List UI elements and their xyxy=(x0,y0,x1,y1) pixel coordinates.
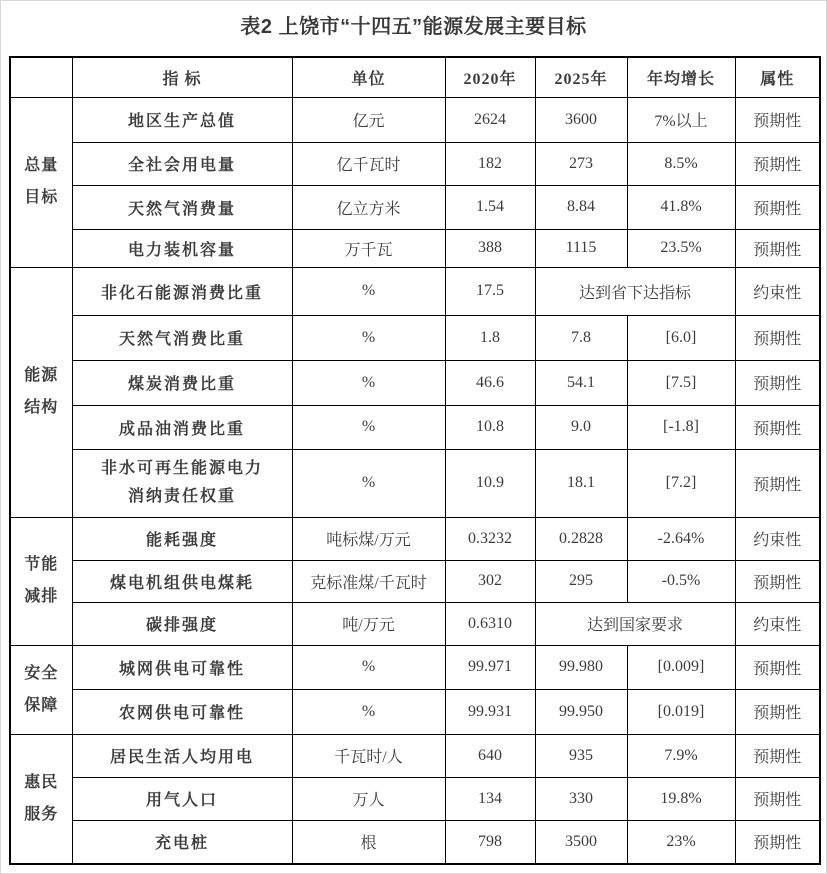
unit-cell: % xyxy=(292,267,445,315)
row-group-label: 目标 xyxy=(24,189,59,206)
table-row xyxy=(10,449,820,517)
value-2020-cell: 1.8 xyxy=(445,315,535,360)
indicator-line: 非水可再生能源电力 xyxy=(100,460,263,477)
row-group-cell xyxy=(10,645,72,734)
indicator-cell: 农网供电可靠性 xyxy=(72,689,292,734)
attribute-cell: 预期性 xyxy=(735,449,820,517)
table-row xyxy=(10,267,820,315)
growth-cell: 8.5% xyxy=(627,142,735,185)
indicator-cell: 城网供电可靠性 xyxy=(72,645,292,689)
value-2025-cell: 99.980 xyxy=(535,645,627,689)
value-2025-cell: 18.1 xyxy=(535,449,627,517)
unit-cell: 吨/万元 xyxy=(292,602,445,645)
growth-cell: 41.8% xyxy=(627,185,735,229)
row-group-label: 能源 xyxy=(24,367,59,384)
value-2025-cell: 9.0 xyxy=(535,405,627,449)
value-2020-cell: 640 xyxy=(445,734,535,777)
table-title: 表2 上饶市“十四五”能源发展主要目标 xyxy=(240,16,587,38)
value-2020-cell: 0.3232 xyxy=(445,517,535,560)
column-header-growth: 年均增长 xyxy=(627,57,735,97)
table-row xyxy=(10,315,820,360)
table-row xyxy=(10,360,820,405)
growth-cell: [0.009] xyxy=(627,645,735,689)
indicator-cell xyxy=(72,449,292,517)
indicator-cell: 充电桩 xyxy=(72,820,292,864)
column-header-unit: 单位 xyxy=(292,57,445,97)
unit-cell: 亿元 xyxy=(292,97,445,142)
value-2020-cell: 10.8 xyxy=(445,405,535,449)
merged-target-cell: 达到省下达指标 xyxy=(535,267,735,315)
attribute-cell: 预期性 xyxy=(735,645,820,689)
table-row xyxy=(10,602,820,645)
unit-cell: % xyxy=(292,360,445,405)
attribute-cell: 预期性 xyxy=(735,142,820,185)
row-group-cell xyxy=(10,517,72,645)
table-body xyxy=(10,97,820,864)
growth-cell: 19.8% xyxy=(627,777,735,820)
group-column-header xyxy=(10,57,72,97)
attribute-cell: 约束性 xyxy=(735,267,820,315)
value-2020-cell: 2624 xyxy=(445,97,535,142)
indicator-cell: 天然气消费比重 xyxy=(72,315,292,360)
row-group-label: 保障 xyxy=(24,696,59,714)
row-group-label: 结构 xyxy=(24,399,59,416)
header-row xyxy=(10,57,820,97)
column-header-indicator: 指 标 xyxy=(72,57,292,97)
indicator-cell: 居民生活人均用电 xyxy=(72,734,292,777)
value-2020-cell: 99.931 xyxy=(445,689,535,734)
value-2020-cell: 302 xyxy=(445,560,535,602)
value-2020-cell: 99.971 xyxy=(445,645,535,689)
indicator-cell: 非化石能源消费比重 xyxy=(72,267,292,315)
row-group-label: 惠民 xyxy=(24,773,59,791)
attribute-cell: 预期性 xyxy=(735,360,820,405)
unit-cell: 吨标煤/万元 xyxy=(292,517,445,560)
row-group-label: 节能 xyxy=(24,556,59,573)
value-2020-cell: 1.54 xyxy=(445,185,535,229)
value-2025-cell: 3500 xyxy=(535,820,627,864)
attribute-cell: 预期性 xyxy=(735,315,820,360)
value-2020-cell: 182 xyxy=(445,142,535,185)
growth-cell: 23.5% xyxy=(627,229,735,267)
indicator-cell: 碳排强度 xyxy=(72,602,292,645)
growth-cell: [7.2] xyxy=(627,449,735,517)
table-row xyxy=(10,689,820,734)
unit-cell: 根 xyxy=(292,820,445,864)
value-2020-cell: 388 xyxy=(445,229,535,267)
row-group-cell xyxy=(10,734,72,864)
value-2025-cell: 330 xyxy=(535,777,627,820)
attribute-cell: 预期性 xyxy=(735,820,820,864)
growth-cell: -0.5% xyxy=(627,560,735,602)
indicator-cell: 地区生产总值 xyxy=(72,97,292,142)
value-2020-cell: 798 xyxy=(445,820,535,864)
value-2025-cell: 7.8 xyxy=(535,315,627,360)
row-group-cell xyxy=(10,97,72,267)
table-row xyxy=(10,645,820,689)
value-2020-cell: 46.6 xyxy=(445,360,535,405)
energy-goals-table xyxy=(9,56,821,865)
unit-cell: 千瓦时/人 xyxy=(292,734,445,777)
value-2025-cell: 0.2828 xyxy=(535,517,627,560)
table-row xyxy=(10,820,820,864)
attribute-cell: 预期性 xyxy=(735,777,820,820)
unit-cell: % xyxy=(292,315,445,360)
indicator-cell: 用气人口 xyxy=(72,777,292,820)
growth-cell: [0.019] xyxy=(627,689,735,734)
attribute-cell: 预期性 xyxy=(735,97,820,142)
value-2020-cell: 0.6310 xyxy=(445,602,535,645)
value-2025-cell: 3600 xyxy=(535,97,627,142)
growth-cell: -2.64% xyxy=(627,517,735,560)
attribute-cell: 预期性 xyxy=(735,185,820,229)
growth-cell: [-1.8] xyxy=(627,405,735,449)
value-2025-cell: 273 xyxy=(535,142,627,185)
row-group-label: 安全 xyxy=(24,664,59,682)
table-row xyxy=(10,405,820,449)
value-2025-cell: 1115 xyxy=(535,229,627,267)
growth-cell: [7.5] xyxy=(627,360,735,405)
table-row xyxy=(10,229,820,267)
attribute-cell: 预期性 xyxy=(735,734,820,777)
row-group-label: 减排 xyxy=(24,588,59,605)
column-header-2020: 2020年 xyxy=(445,57,535,97)
unit-cell: 万人 xyxy=(292,777,445,820)
value-2020-cell: 17.5 xyxy=(445,267,535,315)
growth-cell: 7%以上 xyxy=(627,97,735,142)
value-2020-cell: 134 xyxy=(445,777,535,820)
column-header-attribute: 属性 xyxy=(735,57,820,97)
unit-cell: 亿千瓦时 xyxy=(292,142,445,185)
merged-target-cell: 达到国家要求 xyxy=(535,602,735,645)
attribute-cell: 预期性 xyxy=(735,405,820,449)
growth-cell: 23% xyxy=(627,820,735,864)
table-row xyxy=(10,560,820,602)
table-row xyxy=(10,517,820,560)
table-row xyxy=(10,734,820,777)
table-row xyxy=(10,185,820,229)
table-row xyxy=(10,777,820,820)
value-2025-cell: 295 xyxy=(535,560,627,602)
table-row xyxy=(10,97,820,142)
value-2020-cell: 10.9 xyxy=(445,449,535,517)
indicator-cell: 煤电机组供电煤耗 xyxy=(72,560,292,602)
indicator-cell: 煤炭消费比重 xyxy=(72,360,292,405)
unit-cell: 克标准煤/千瓦时 xyxy=(292,560,445,602)
indicator-cell: 能耗强度 xyxy=(72,517,292,560)
attribute-cell: 约束性 xyxy=(735,602,820,645)
attribute-cell: 预期性 xyxy=(735,229,820,267)
unit-cell: 万千瓦 xyxy=(292,229,445,267)
growth-cell: 7.9% xyxy=(627,734,735,777)
table-row xyxy=(10,142,820,185)
unit-cell: % xyxy=(292,405,445,449)
indicator-line: 消纳责任权重 xyxy=(127,488,236,505)
value-2025-cell: 99.950 xyxy=(535,689,627,734)
indicator-cell: 全社会用电量 xyxy=(72,142,292,185)
indicator-cell: 天然气消费量 xyxy=(72,185,292,229)
column-header-2025: 2025年 xyxy=(535,57,627,97)
unit-cell: 亿立方米 xyxy=(292,185,445,229)
indicator-cell: 电力装机容量 xyxy=(72,229,292,267)
row-group-label: 服务 xyxy=(24,805,59,823)
indicator-cell: 成品油消费比重 xyxy=(72,405,292,449)
value-2025-cell: 935 xyxy=(535,734,627,777)
attribute-cell: 预期性 xyxy=(735,689,820,734)
unit-cell: % xyxy=(292,689,445,734)
attribute-cell: 预期性 xyxy=(735,560,820,602)
value-2025-cell: 8.84 xyxy=(535,185,627,229)
growth-cell: [6.0] xyxy=(627,315,735,360)
unit-cell: % xyxy=(292,449,445,517)
row-group-cell xyxy=(10,267,72,517)
row-group-label: 总量 xyxy=(24,157,59,174)
attribute-cell: 约束性 xyxy=(735,517,820,560)
unit-cell: % xyxy=(292,645,445,689)
value-2025-cell: 54.1 xyxy=(535,360,627,405)
